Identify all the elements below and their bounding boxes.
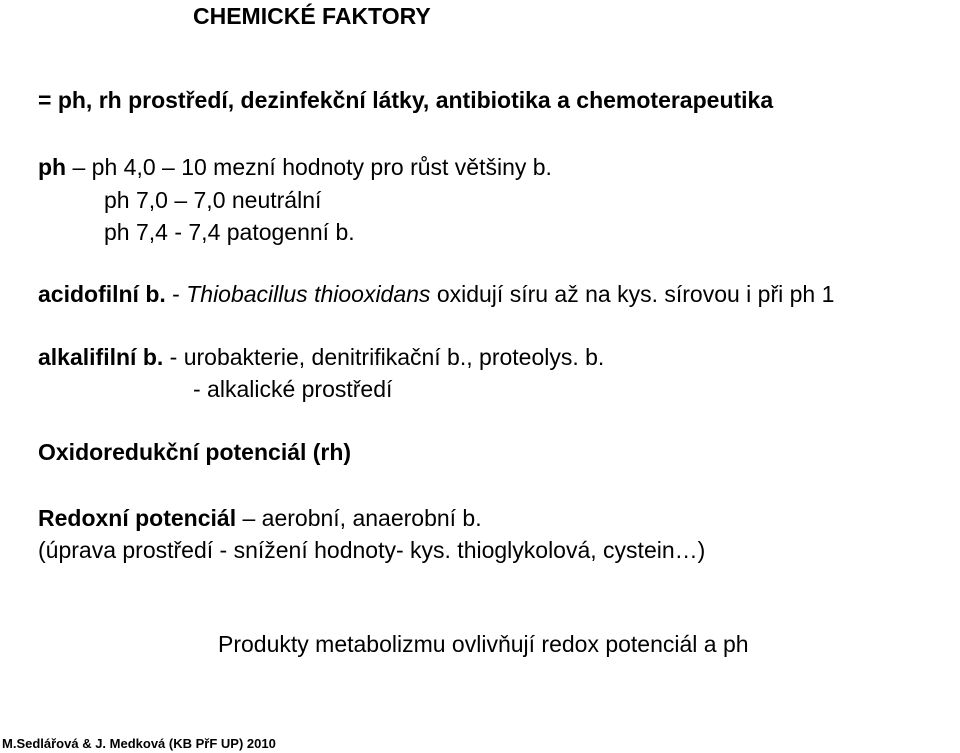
ph-line-1 (38, 153, 552, 181)
ph-line-3: ph 7,4 - 7,4 patogenní b. (104, 219, 355, 245)
acidofilni-line (38, 280, 834, 308)
ph-line-2: ph 7,0 – 7,0 neutrální (104, 187, 322, 213)
acidofilni-dash: - (165, 281, 187, 307)
redoxni-text: – aerobní, anaerobní b. (236, 505, 482, 531)
acidofilni-species: Thiobacillus thiooxidans (186, 281, 431, 307)
redoxni-note: (úprava prostředí - snížení hodnoty- kys. thioglykolová, cystein…) (38, 537, 706, 563)
redoxni-line (38, 504, 482, 532)
ph-label: ph (38, 154, 67, 180)
page-title: CHEMICKÉ FAKTORY (193, 3, 431, 29)
footer-credit: M.Sedlářová & J. Medková (KB PřF UP) 2010 (2, 736, 276, 751)
oxidoredukcni-heading: Oxidoredukční potenciál (rh) (38, 439, 352, 465)
acidofilni-label: acidofilní b. (38, 281, 166, 307)
alkalifilni-text: - urobakterie, denitrifikační b., proteolys. b. (163, 344, 605, 370)
ph-range-text: – ph 4,0 – 10 mezní hodnoty pro růst většiny b. (72, 154, 552, 180)
redoxni-label: Redoxní potenciál (38, 505, 237, 531)
intro-line: = ph, rh prostředí, dezinfekční látky, antibiotika a chemoterapeutika (38, 87, 774, 113)
alkalifilni-line-2: - alkalické prostředí (193, 376, 393, 402)
alkalifilni-label: alkalifilní b. (38, 344, 164, 370)
alkalifilni-line-1 (38, 343, 604, 371)
acidofilni-rest: oxidují síru až na kys. sírovou i při ph 1 (430, 281, 835, 307)
produkty-line: Produkty metabolizmu ovlivňují redox potenciál a ph (218, 631, 749, 657)
